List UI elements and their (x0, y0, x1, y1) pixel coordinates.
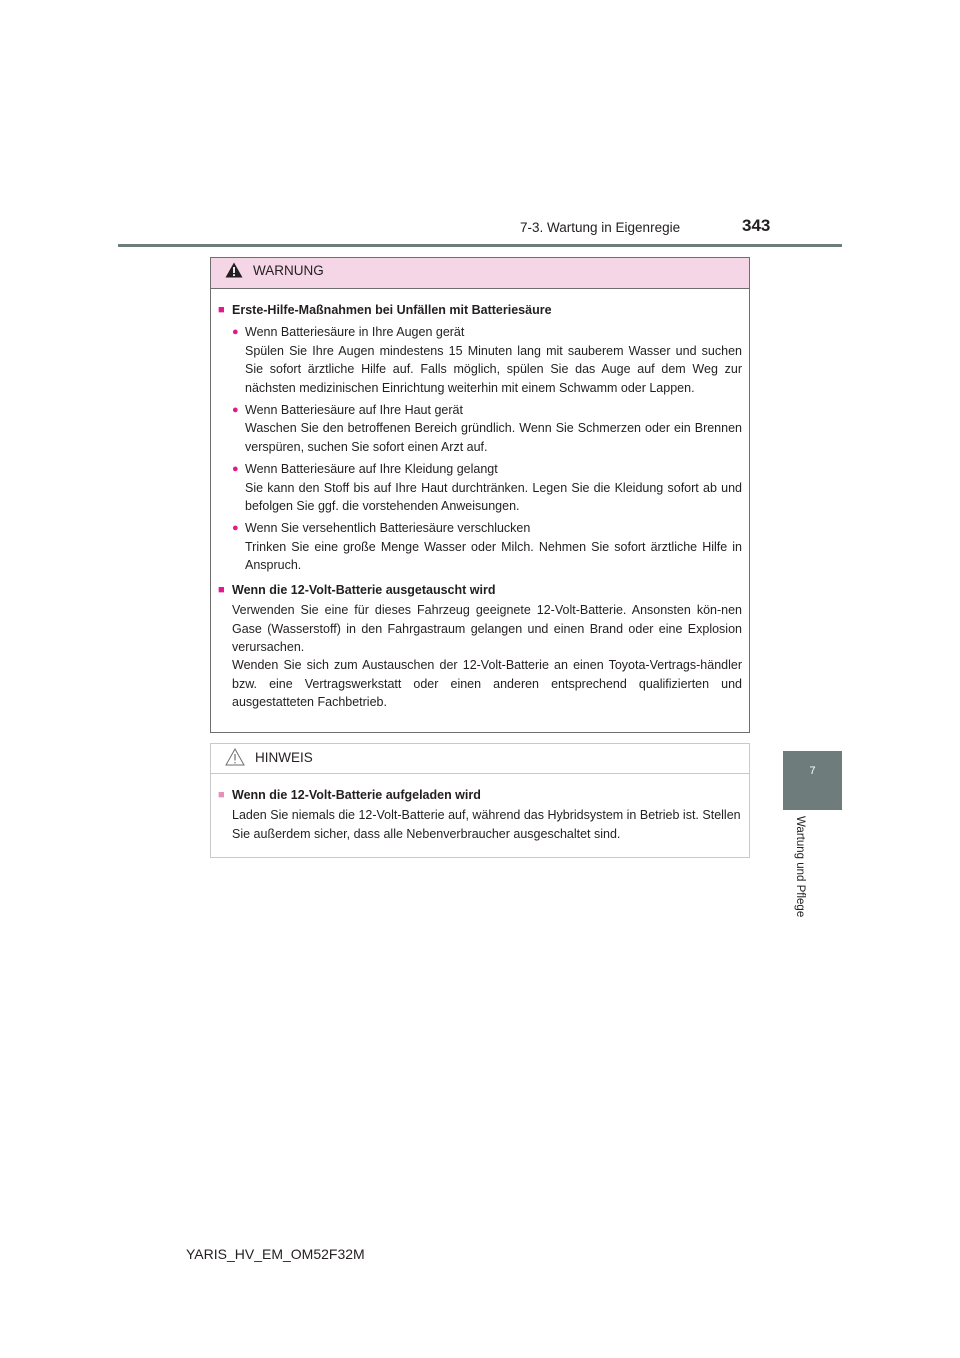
notice-box (210, 743, 750, 858)
chapter-number: 7 (809, 765, 816, 777)
list-item (232, 519, 742, 574)
chapter-label: Wartung und Pflege (794, 816, 806, 918)
section-title: 7-3. Wartung in Eigenregie (520, 220, 681, 235)
square-bullet-icon: ■ (218, 304, 225, 316)
square-bullet-icon: ■ (218, 583, 225, 596)
item-body: Sie kann den Stoff bis auf Ihre Haut durchtränken. Legen Sie die Kleidung sofort ab und befolgen Sie ggf. die vorstehenden Anweisungen. (245, 480, 742, 514)
list-item (232, 401, 742, 456)
notice-title: HINWEIS (255, 749, 313, 765)
paragraph: Verwenden Sie eine für dieses Fahrzeug geeignete 12-Volt-Batterie. Ansonsten kön-nen Gase (Wasserstoff) in den Fahrgastraum gelangen und einen Brand oder eine Explosion verursachen. (232, 603, 742, 654)
item-heading: Wenn Batteriesäure auf Ihre Haut gerät (245, 403, 463, 418)
footer-code: YARIS_HV_EM_OM52F32M (186, 1246, 365, 1262)
warning-section-first-aid (218, 301, 742, 319)
warning-header (211, 258, 749, 289)
chapter-tab (783, 751, 842, 810)
item-body: Spülen Sie Ihre Augen mindestens 15 Minuten lang mit sauberem Wasser und suchen Sie sofort ärztliche Hilfe auf. Falls möglich, spülen Sie das Auge auf dem Weg zur nächsten medizinischen Einrichtung weiterhin mit einem Schwamm oder Lappen. (245, 343, 742, 395)
warning-section-battery-replacement (218, 581, 742, 599)
item-heading: Wenn Batteriesäure in Ihre Augen gerät (245, 325, 465, 340)
notice-section-charging (218, 786, 742, 804)
notice-header (211, 744, 749, 774)
page-number: 343 (742, 216, 771, 235)
section-heading: Erste-Hilfe-Maßnahmen bei Unfällen mit Batteriesäure (232, 303, 552, 317)
list-item (232, 323, 742, 397)
paragraph: Laden Sie niemals die 12-Volt-Batterie auf, während das Hybridsystem in Betrieb ist. Stellen Sie außerdem sicher, dass alle Nebenverbraucher ausgeschaltet sind. (232, 808, 741, 841)
square-bullet-icon: ■ (218, 789, 225, 801)
warning-box (210, 257, 750, 733)
warning-title: WARNUNG (253, 262, 324, 278)
circle-bullet-icon: ● (232, 522, 239, 535)
circle-bullet-icon: ● (232, 404, 239, 417)
section-heading: Wenn die 12-Volt-Batterie aufgeladen wird (232, 788, 481, 802)
paragraph: Wenden Sie sich zum Austauschen der 12-Volt-Batterie an einen Toyota-Vertrags-händler bzw. eine Vertragswerkstatt oder einen anderen entsprechend qualifizierten und ausgestatteten Fachbetrieb. (232, 658, 742, 710)
section-heading: Wenn die 12-Volt-Batterie ausgetauscht wird (232, 582, 496, 597)
caution-triangle-icon (225, 748, 245, 766)
item-body: Waschen Sie den betroffenen Bereich gründlich. Wenn Sie Schmerzen oder ein Brennen verspüren, suchen Sie sofort einen Arzt auf. (245, 421, 742, 454)
item-heading: Wenn Sie versehentlich Batteriesäure verschlucken (245, 521, 531, 536)
item-body: Trinken Sie eine große Menge Wasser oder Milch. Nehmen Sie sofort ärztliche Hilfe in Anspruch. (245, 539, 742, 573)
circle-bullet-icon: ● (232, 463, 239, 476)
circle-bullet-icon: ● (232, 326, 239, 339)
item-heading: Wenn Batteriesäure auf Ihre Kleidung gelangt (245, 462, 498, 477)
list-item (232, 460, 742, 515)
header-rule (118, 244, 842, 247)
warning-triangle-icon (225, 262, 243, 278)
